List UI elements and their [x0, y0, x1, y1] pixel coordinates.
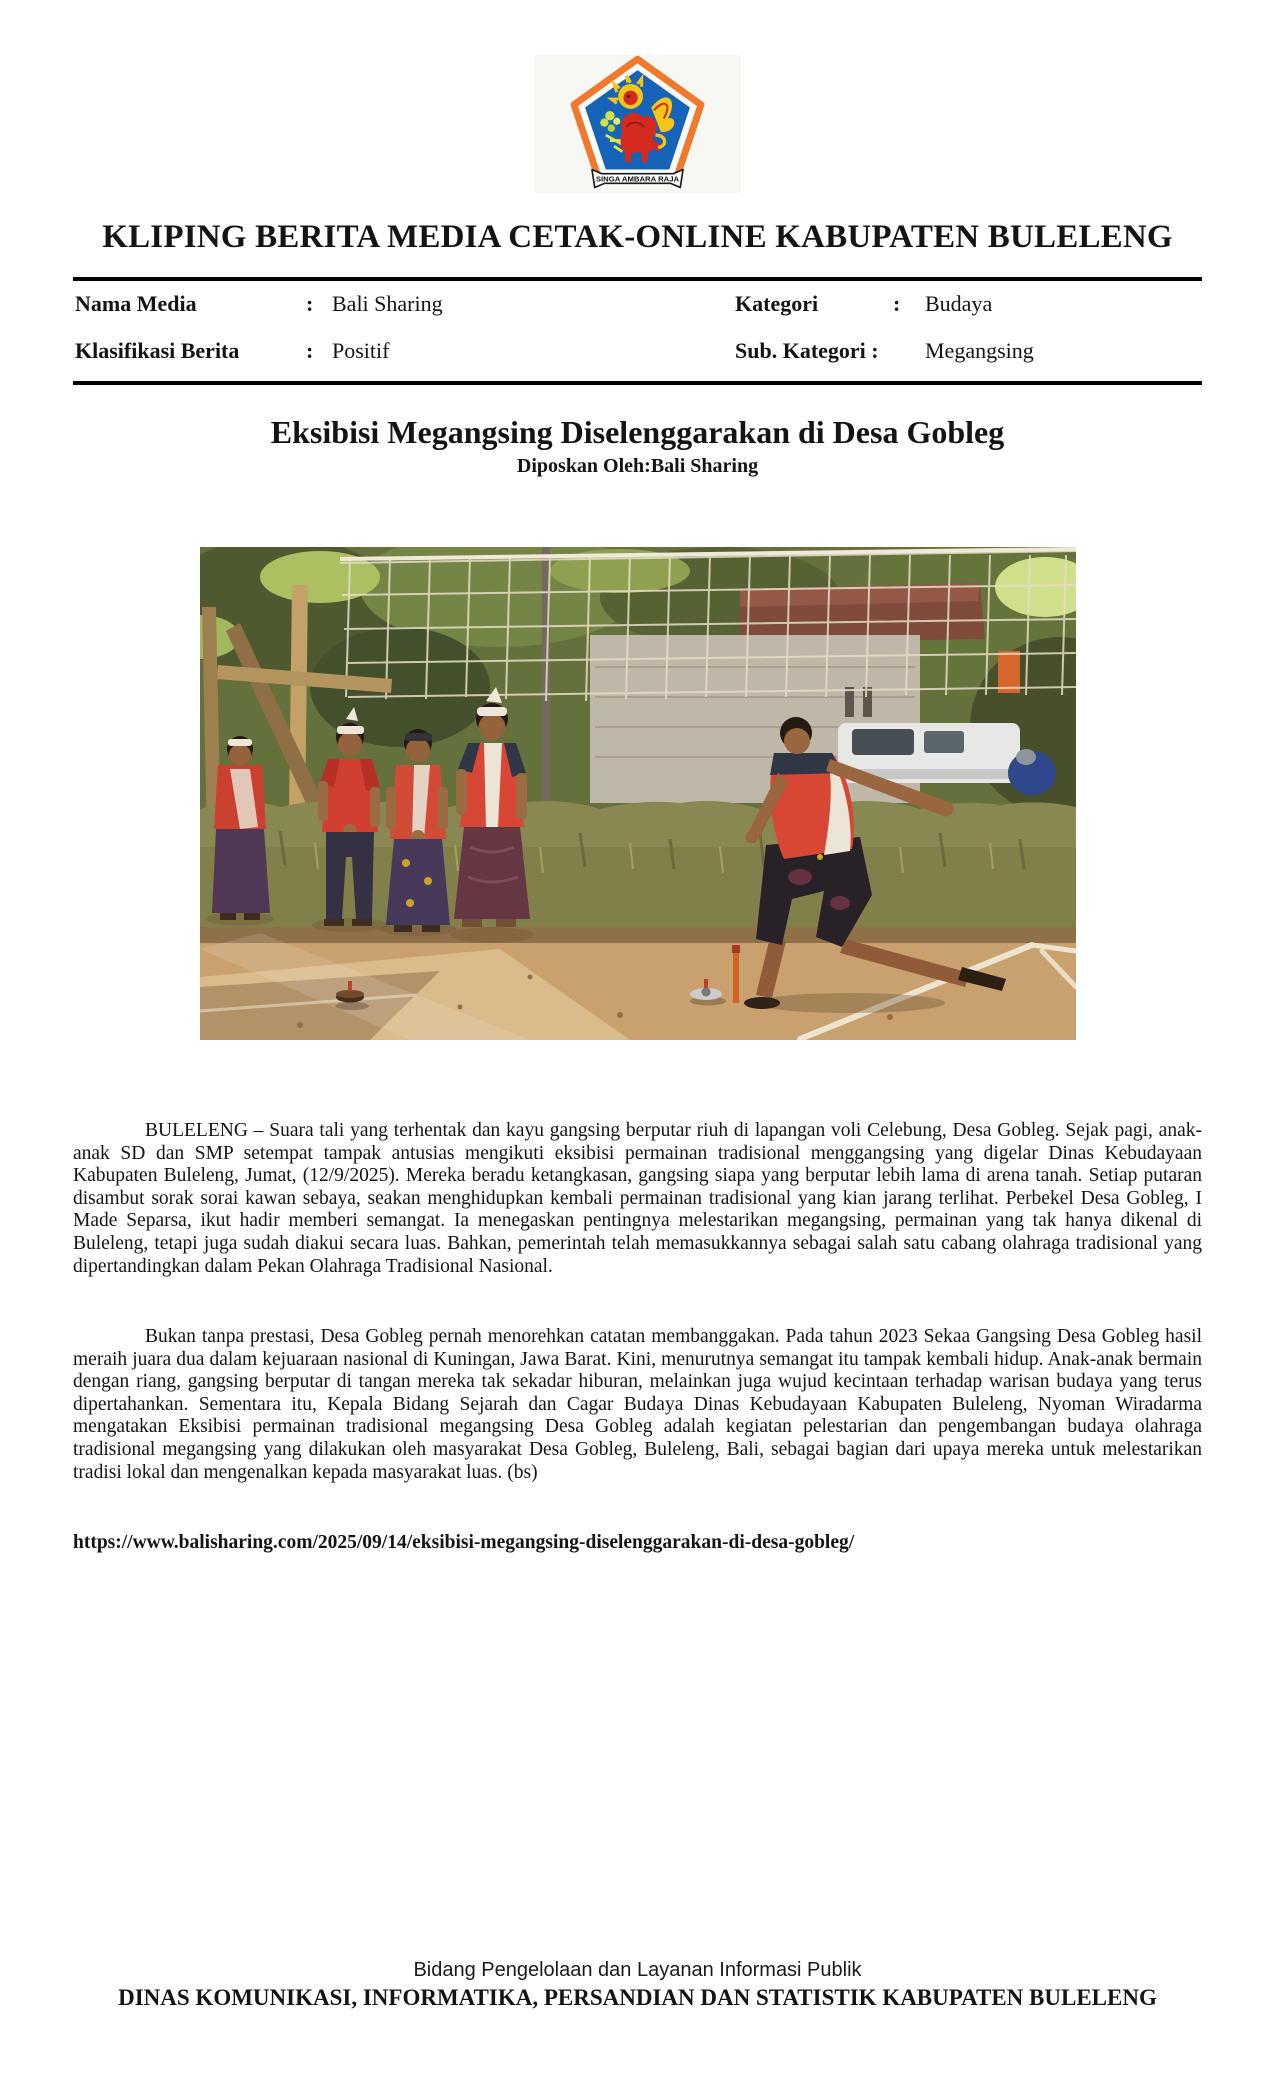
horizontal-rule-top	[73, 277, 1202, 281]
meta-row-2	[75, 338, 1202, 385]
article-photo	[200, 547, 1076, 1040]
article-title: Eksibisi Megangsing Diselenggarakan di Desa Gobleg	[270, 414, 1005, 450]
colon-separator: :	[306, 338, 314, 363]
colon-separator: :	[893, 291, 901, 316]
article-byline: Diposkan Oleh:Bali Sharing	[516, 455, 759, 477]
nama-media-value: Bali Sharing	[332, 291, 443, 316]
pentagon-crest-icon	[534, 55, 741, 193]
meta-table	[75, 291, 1202, 385]
nama-media-label: Nama Media	[75, 291, 197, 316]
klasifikasi-value: Positif	[332, 338, 390, 363]
footer-division-line: Bidang Pengelolaan dan Layanan Informasi Publik	[413, 1959, 862, 1981]
kategori-label: Kategori	[735, 291, 819, 316]
horizontal-rule-bottom	[73, 381, 1202, 385]
banner-text: SINGA AMBARA RAJA	[595, 174, 680, 184]
article-paragraph-1: BULELENG – Suara tali yang terhentak dan kayu gangsing berputar riuh di lapangan voli Celebung, Desa Gobleg. Sejak pagi, anak-anak SD dan SMP setempat tampak antusias mengikuti eksibisi permainan tradisional menggangsing yang digelar Dinas Kebudayaan Kabupaten Buleleng, Jumat, (12/9/2025). Mereka beradu ketangkasan, gangsing siapa yang berputar lebih lama di arena tanah. Setiap putaran disambut sorak sorai kawan sebaya, seakan menghidupkan kembali permainan tradisional yang kian jarang terlihat. Perbekel Desa Gobleg, I Made Separsa, ikut hadir memberi semangat. Ia menegaskan pentingnya melestarikan megangsing, permainan yang tak hanya dikenal di Buleleng, tetapi juga sudah diakui secara luas. Bahkan, pemerintah telah memasukkannya sebagai salah satu cabang olahraga tradisional yang dipertandingkan dalam Pekan Olahraga Tradisional Nasional.	[73, 1120, 1202, 1277]
document-title: KLIPING BERITA MEDIA CETAK-ONLINE KABUPATEN BULELENG	[102, 219, 1173, 255]
source-url-link[interactable]: https://www.balisharing.com/2025/09/14/eksibisi-megangsing-diselenggarakan-di-desa-gobleg/	[73, 1532, 855, 1553]
meta-row-1	[75, 291, 1202, 338]
colon-separator: :	[306, 291, 314, 316]
megangsing-photo-illustration	[200, 547, 1076, 1040]
klasifikasi-label: Klasifikasi Berita	[75, 338, 240, 363]
sub-kategori-value: Megangsing	[925, 338, 1034, 363]
footer-agency-line: DINAS KOMUNIKASI, INFORMATIKA, PERSANDIAN DAN STATISTIK KABUPATEN BULELENG	[118, 1985, 1157, 2010]
article-paragraph-2: Bukan tanpa prestasi, Desa Gobleg pernah menorehkan catatan membanggakan. Pada tahun 2023 Sekaa Gangsing Desa Gobleg hasil meraih juara dua dalam kejuaraan nasional di Kuningan, Jawa Barat. Kini, menurutnya semangat itu tampak kembali hidup. Anak-anak bermain dengan riang, gangsing berputar di tangan mereka tak sekadar hiburan, melainkan juga wujud kecintaan terhadap warisan budaya yang terus dipertahankan. Sementara itu, Kepala Bidang Sejarah dan Cagar Budaya Dinas Kebudayaan Kabupaten Buleleng, Nyoman Wiradarma mengatakan Eksibisi permainan tradisional megangsing Desa Gobleg adalah kegiatan pelestarian dan pengembangan budaya olahraga tradisional megangsing yang dilakukan oleh masyarakat Desa Gobleg, Buleleng, Bali, sebagai bagian dari upaya mereka untuk melestarikan tradisi lokal dan mengenalkan kepada masyarakat luas. (bs)	[73, 1326, 1202, 1483]
sub-kategori-label: Sub. Kategori :	[735, 338, 879, 363]
kategori-value: Budaya	[925, 291, 993, 316]
buleleng-coat-of-arms-logo	[534, 55, 741, 193]
